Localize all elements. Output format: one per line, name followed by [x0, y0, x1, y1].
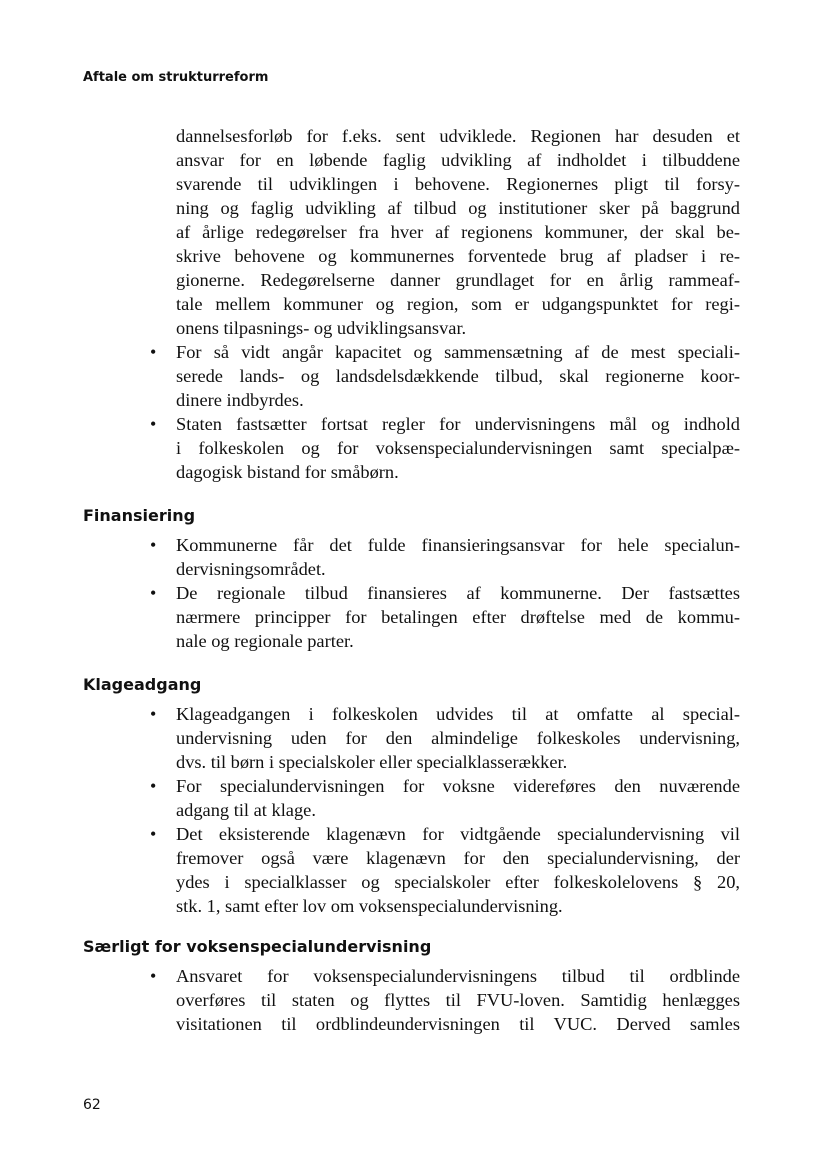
text-line: dagogisk bistand for småbørn.	[176, 462, 399, 482]
section-klageadgang	[0, 675, 827, 918]
bullet-marker: •	[150, 583, 157, 603]
text-line: Staten fastsætter fortsat regler for undervisningens mål og indhold	[176, 414, 740, 434]
bullet-item	[0, 964, 827, 1036]
running-header: Aftale om strukturreform	[83, 70, 269, 85]
text-line: skrive behovene og kommunernes forventede brug af pladser i re-	[176, 246, 740, 266]
section-heading: Særligt for voksenspecialundervisning	[83, 937, 432, 956]
text-line: ansvar for en løbende faglig udvikling af indholdet i tilbuddene	[176, 150, 740, 170]
text-line: dinere indbyrdes.	[176, 390, 304, 410]
text-line: undervisning uden for den almindelige folkeskoles undervisning,	[176, 728, 740, 748]
text-line: dervisningsområdet.	[176, 559, 326, 579]
text-line: For så vidt angår kapacitet og sammensætning af de mest speciali-	[176, 342, 740, 362]
section-finansiering	[0, 506, 827, 653]
text-line: gionerne. Redegørelserne danner grundlaget for en årlig rammeaf-	[176, 270, 740, 290]
text-line: nale og regionale parter.	[176, 631, 354, 651]
text-line: Det eksisterende klagenævn for vidtgående specialundervisning vil	[176, 824, 740, 844]
bullet-marker: •	[150, 535, 157, 555]
bullet-marker: •	[150, 704, 157, 724]
paragraph	[0, 124, 827, 340]
bullet-item	[0, 774, 827, 822]
bullet-item	[0, 702, 827, 774]
section-voksenspecialundervisning	[0, 937, 827, 1036]
section-heading: Klageadgang	[83, 675, 202, 694]
section-heading: Finansiering	[83, 506, 196, 525]
section-body	[0, 506, 827, 653]
text-line: af årlige redegørelser fra hver af regionens kommuner, der skal be-	[176, 222, 740, 242]
text-line: overføres til staten og flyttes til FVU-loven. Samtidig henlægges	[176, 990, 740, 1010]
text-line: dvs. til børn i specialskoler eller specialklasserækker.	[176, 752, 568, 772]
bullet-marker: •	[150, 824, 157, 844]
text-line: svarende til udviklingen i behovene. Regionernes pligt til forsy-	[176, 174, 740, 194]
text-line: tale mellem kommuner og region, som er udgangspunktet for regi-	[176, 294, 740, 314]
bullet-item	[0, 412, 827, 484]
text-line: visitationen til ordblindeundervisningen til VUC. Derved samles	[176, 1014, 740, 1034]
text-line: ydes i specialklasser og specialskoler efter folkeskolelovens § 20,	[176, 872, 740, 892]
text-line: onens tilpasnings- og udviklingsansvar.	[176, 318, 467, 338]
text-line: adgang til at klage.	[176, 800, 316, 820]
page-number: 62	[83, 1097, 101, 1113]
bullet-marker: •	[150, 414, 157, 434]
text-line: serede lands- og landsdelsdækkende tilbud, skal regionerne koor-	[176, 366, 740, 386]
intro-section	[0, 124, 827, 484]
bullet-item	[0, 822, 827, 918]
text-line: For specialundervisningen for voksne videreføres den nuværende	[176, 776, 740, 796]
text-line: nærmere principper for betalingen efter drøftelse med de kommu-	[176, 607, 740, 627]
bullet-marker: •	[150, 342, 157, 362]
text-line: dannelsesforløb for f.eks. sent udviklede. Regionen har desuden et	[176, 126, 740, 146]
bullet-item	[0, 340, 827, 412]
text-line: ning og faglig udvikling af tilbud og institutioner sker på baggrund	[176, 198, 740, 218]
bullet-marker: •	[150, 966, 157, 986]
bullet-item	[0, 581, 827, 653]
text-line: i folkeskolen og for voksenspecialundervisningen samt specialpæ-	[176, 438, 740, 458]
text-line: Kommunerne får det fulde finansieringsansvar for hele specialun-	[176, 535, 740, 555]
bullet-item	[0, 533, 827, 581]
text-line: Klageadgangen i folkeskolen udvides til at omfatte al special-	[176, 704, 740, 724]
text-line: De regionale tilbud finansieres af kommunerne. Der fastsættes	[176, 583, 740, 603]
section-body	[0, 675, 827, 918]
bullet-marker: •	[150, 776, 157, 796]
text-line: stk. 1, samt efter lov om voksenspecialundervisning.	[176, 896, 563, 916]
text-line: fremover også være klagenævn for den specialundervisning, der	[176, 848, 740, 868]
text-line: Ansvaret for voksenspecialundervisningens tilbud til ordblinde	[176, 966, 740, 986]
